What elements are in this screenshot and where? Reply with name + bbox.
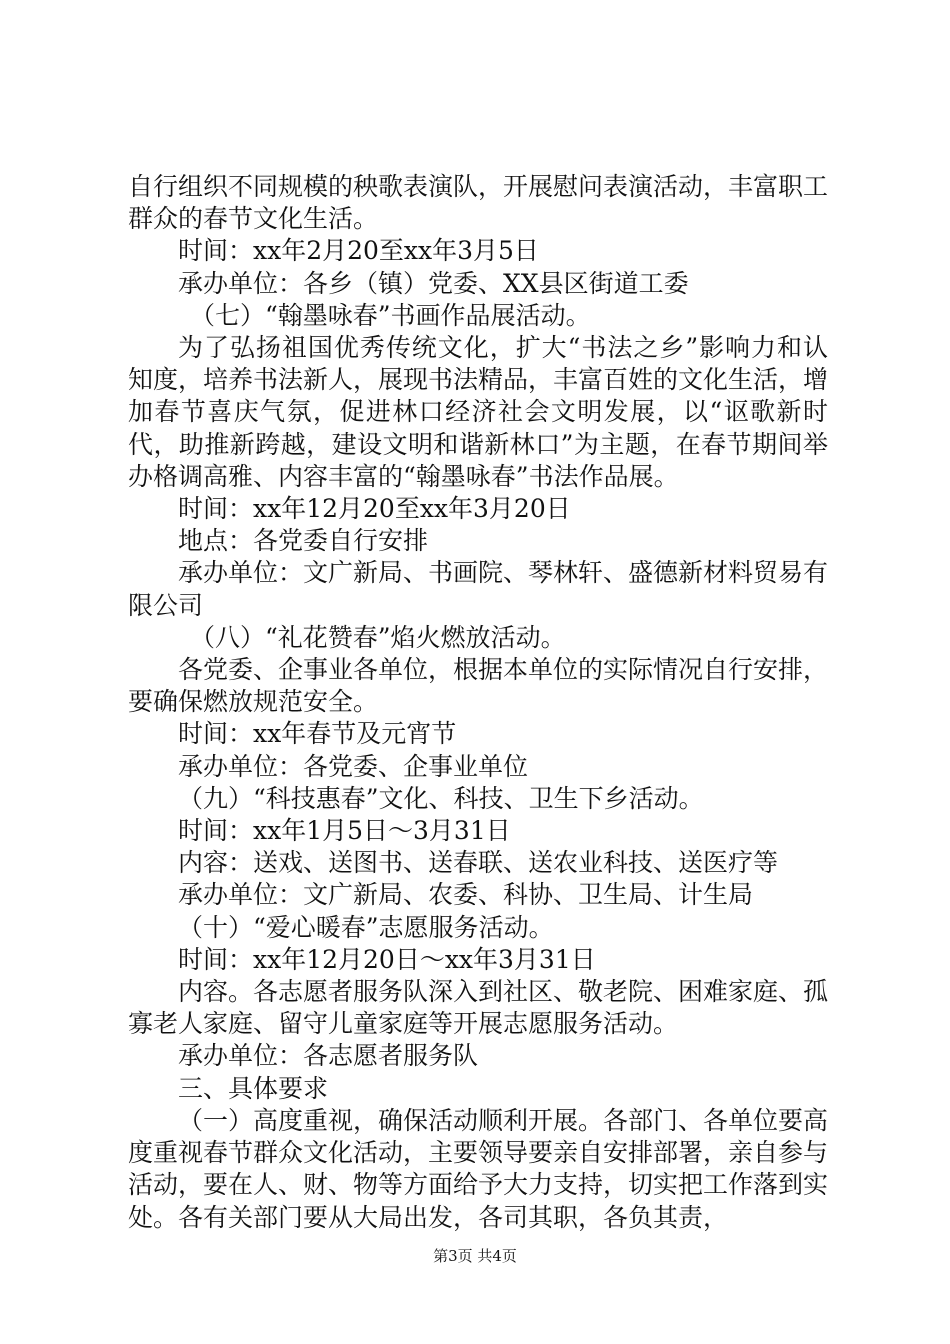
paragraph-time: 时间：xx年1月5日～3月31日 [178,816,511,846]
document-body [128,171,828,1234]
paragraph-organizer: 承办单位：各乡（镇）党委、XX县区街道工委 [178,268,689,298]
paragraph-organizer: 承办单位：文广新局、书画院、琴林轩、盛德新材料贸易有限公司 [128,558,829,620]
paragraph-body: 为了弘扬祖国优秀传统文化，扩大“书法之乡”影响力和认知度，培养书法新人，展现书法精品，丰富百姓的文化生活，增加春节喜庆气氛，促进林口经济社会文明发展，以“讴歌新时代，助推新跨越，建设文明和谐新林口”为主题，在春节期间举办格调高雅、内容丰富的“翰墨咏春”书法作品展。 [128,333,829,491]
section-heading-requirements: 三、具体要求 [178,1073,329,1103]
section-heading-8: （八）“礼花赞春”焰火燃放活动。 [190,622,566,652]
paragraph-time: 时间：xx年2月20至xx年3月5日 [178,236,539,266]
page-number-footer: 第3页 共4页 [433,1247,517,1265]
paragraph-organizer: 承办单位：文广新局、农委、科协、卫生局、计生局 [178,880,754,910]
section-heading-10: （十）“爱心暖春”志愿服务活动。 [178,912,554,942]
paragraph-body: （一）高度重视，确保活动顺利开展。各部门、各单位要高度重视春节群众文化活动，主要领导要亲自安排部署，亲自参与活动，要在人、财、物等方面给予大力支持，切实把工作落到实处。各有关部门要从大局出发，各司其职，各负其责， [128,1105,829,1232]
paragraph-body: 各党委、企事业各单位，根据本单位的实际情况自行安排，要确保燃放规范安全。 [128,655,829,717]
paragraph-organizer: 承办单位：各志愿者服务队 [178,1041,479,1071]
paragraph-time: 时间：xx年12月20日～xx年3月31日 [178,944,596,974]
section-heading-9: （九）“科技惠春”文化、科技、卫生下乡活动。 [178,783,704,813]
paragraph-time: 时间：xx年春节及元宵节 [178,719,457,749]
paragraph-content: 内容：送戏、送图书、送春联、送农业科技、送医疗等 [178,848,779,878]
paragraph-content: 内容。各志愿者服务队深入到社区、敬老院、困难家庭、孤寡老人家庭、留守儿童家庭等开展志愿服务活动。 [128,977,829,1039]
paragraph-location: 地点：各党委自行安排 [178,526,429,556]
paragraph-time: 时间：xx年12月20至xx年3月20日 [178,494,571,524]
section-heading-7: （七）“翰墨咏春”书画作品展活动。 [190,300,591,330]
paragraph-continuation: 自行组织不同规模的秧歌表演队，开展慰问表演活动，丰富职工群众的春节文化生活。 [128,172,829,234]
paragraph-organizer: 承办单位：各党委、企事业单位 [178,751,529,781]
